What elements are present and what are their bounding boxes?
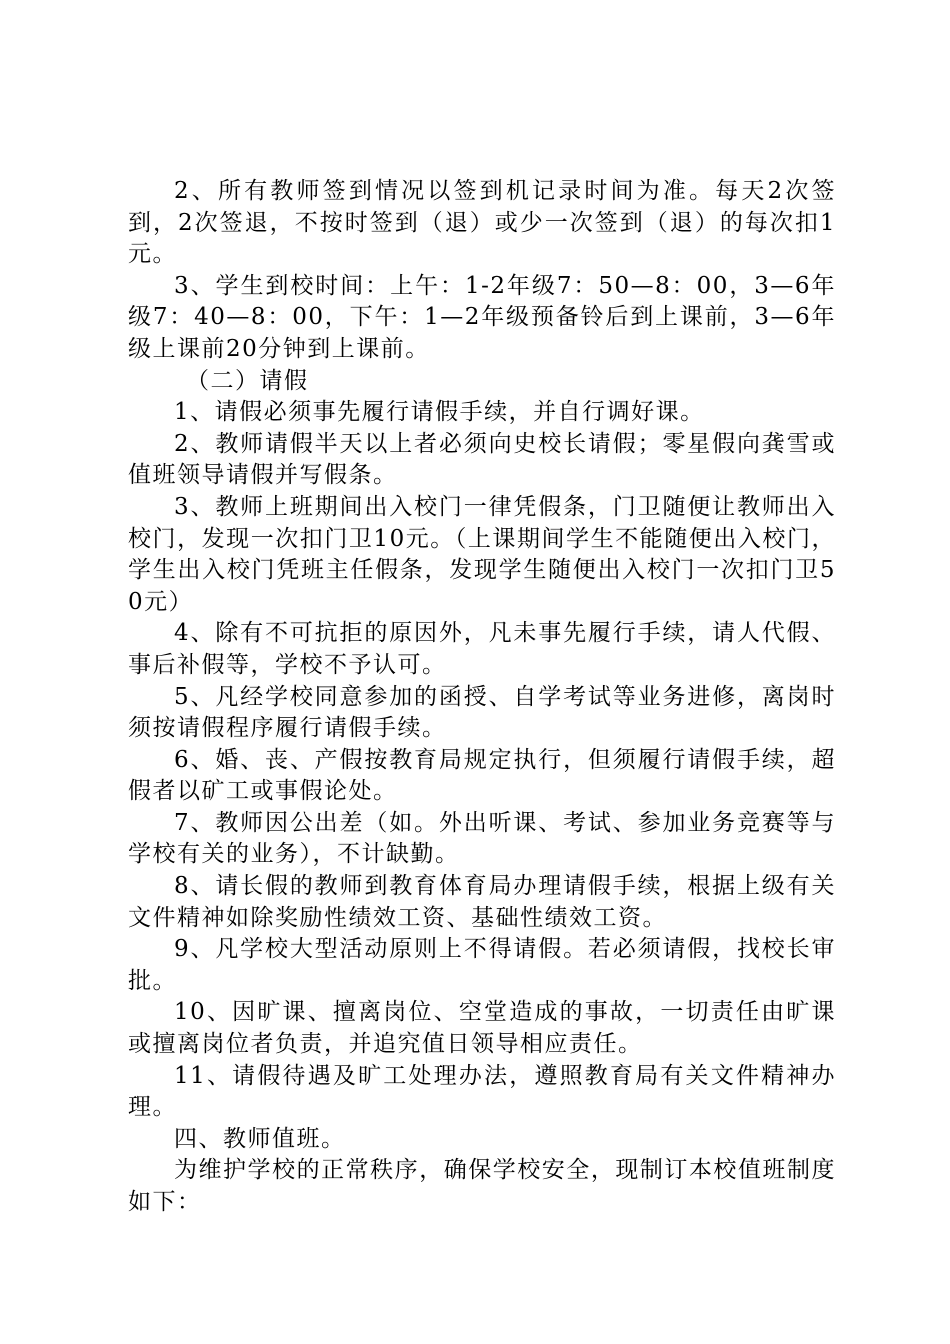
paragraph-leave-rule-10: 10、因旷课、擅离岗位、空堂造成的事故，一切责任由旷课或擅离岗位者负责，并追究值日领导相应责任。 xyxy=(128,999,836,1058)
paragraph-student-arrival-time: 3、学生到校时间：上午：1-2年级7：50—8：00，3—6年级7：40—8：00，下午：1—2年级预备铃后到上课前，3—6年级上课前20分钟到上课前。 xyxy=(128,272,836,362)
paragraph-leave-rule-11: 11、请假待遇及旷工处理办法，遵照教育局有关文件精神办理。 xyxy=(128,1062,836,1121)
paragraph-leave-rule-8: 8、请长假的教师到教育体育局办理请假手续，根据上级有关文件精神如除奖励性绩效工资、基础性绩效工资。 xyxy=(128,873,836,931)
paragraph-leave-rule-6: 6、婚、丧、产假按教育局规定执行，但须履行请假手续，超假者以矿工或事假论处。 xyxy=(128,746,836,805)
document-body xyxy=(128,176,836,1219)
paragraph-sign-in-record: 2、所有教师签到情况以签到机记录时间为准。每天2次签到，2次签退，不按时签到（退）或少一次签到（退）的每次扣1元。 xyxy=(128,178,836,268)
paragraph-leave-rule-7: 7、教师因公出差（如。外出听课、考试、参加业务竞赛等与学校有关的业务），不计缺勤。 xyxy=(128,809,836,868)
paragraph-leave-rule-4: 4、除有不可抗拒的原因外，凡未事先履行手续，请人代假、事后补假等，学校不予认可。 xyxy=(128,620,836,678)
paragraph-leave-rule-2: 2、教师请假半天以上者必须向史校长请假；零星假向龚雪或值班领导请假并写假条。 xyxy=(128,430,836,489)
paragraph-leave-rule-9: 9、凡学校大型活动原则上不得请假。若必须请假，找校长审批。 xyxy=(128,936,836,994)
paragraph-leave-rule-5: 5、凡经学校同意参加的函授、自学考试等业务进修，离岗时须按请假程序履行请假手续。 xyxy=(128,683,836,742)
paragraph-leave-rule-1: 1、请假必须事先履行请假手续，并自行调好课。 xyxy=(174,399,705,426)
section-heading-teacher-duty: 四、教师值班。 xyxy=(174,1125,346,1152)
paragraph-leave-rule-3: 3、教师上班期间出入校门一律凭假条，门卫随便让教师出入校门，发现一次扣门卫10元。（上课期间学生不能随便出入校门，学生出入校门凭班主任假条，发现学生随便出入校门一次扣门卫50元） xyxy=(128,493,836,615)
paragraph-duty-intro: 为维护学校的正常秩序，确保学校安全，现制订本校值班制度如下： xyxy=(128,1157,836,1215)
section-heading-leave: （二）请假 xyxy=(186,367,309,394)
